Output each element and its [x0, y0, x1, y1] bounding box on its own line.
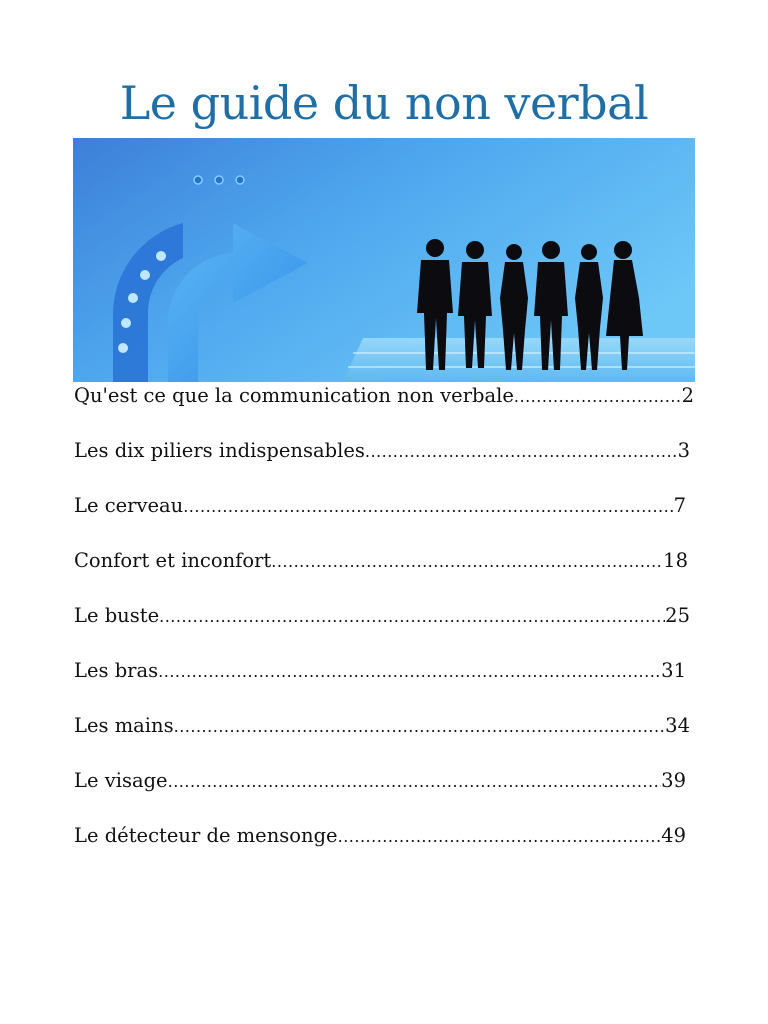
toc-entry-label: Les dix piliers indispensables — [74, 439, 365, 462]
toc-leader-dots — [514, 387, 682, 406]
toc-leader-dots — [338, 827, 662, 846]
document-title: Le guide du non verbal — [119, 76, 649, 130]
toc-entry-label: Les mains — [74, 714, 174, 737]
toc-entry-label: Le buste — [74, 604, 160, 627]
toc-leader-dots — [365, 442, 678, 461]
toc-entry-page: 3 — [677, 439, 690, 462]
toc-entry-label: Confort et inconfort — [74, 549, 272, 572]
toc-entry-label: Le visage — [74, 769, 168, 792]
toc-entry-label: Le détecteur de mensonge — [74, 824, 338, 847]
toc-entry-page: 18 — [663, 549, 688, 572]
toc-entry[interactable] — [74, 494, 686, 522]
toc-entry-page: 2 — [681, 384, 694, 407]
toc-entry-page: 25 — [665, 604, 690, 627]
toc-entry[interactable] — [74, 714, 690, 742]
toc-entry[interactable] — [74, 824, 686, 852]
toc-entry-page: 31 — [661, 659, 686, 682]
toc-leader-dots — [168, 772, 662, 791]
toc-entry[interactable] — [74, 549, 688, 577]
toc-entry[interactable] — [74, 769, 686, 797]
banner-image — [73, 138, 695, 382]
toc-entry-page: 7 — [673, 494, 686, 517]
toc-entry[interactable] — [74, 439, 690, 467]
toc-entry-label: Qu'est ce que la communication non verbale — [74, 384, 514, 407]
toc-entry-page: 49 — [661, 824, 686, 847]
toc-leader-dots — [183, 497, 673, 516]
toc-entry[interactable] — [74, 604, 690, 632]
toc-entry-label: Le cerveau — [74, 494, 184, 517]
toc-leader-dots — [159, 607, 665, 626]
toc-leader-dots — [158, 662, 661, 681]
toc-entry[interactable] — [74, 384, 694, 412]
toc-entry-page: 39 — [661, 769, 686, 792]
toc-entry-page: 34 — [665, 714, 690, 737]
toc-entry-label: Les bras — [74, 659, 159, 682]
toc-leader-dots — [174, 717, 666, 736]
dots-decoration — [194, 176, 244, 184]
toc-leader-dots — [271, 552, 663, 571]
toc-entry[interactable] — [74, 659, 686, 687]
